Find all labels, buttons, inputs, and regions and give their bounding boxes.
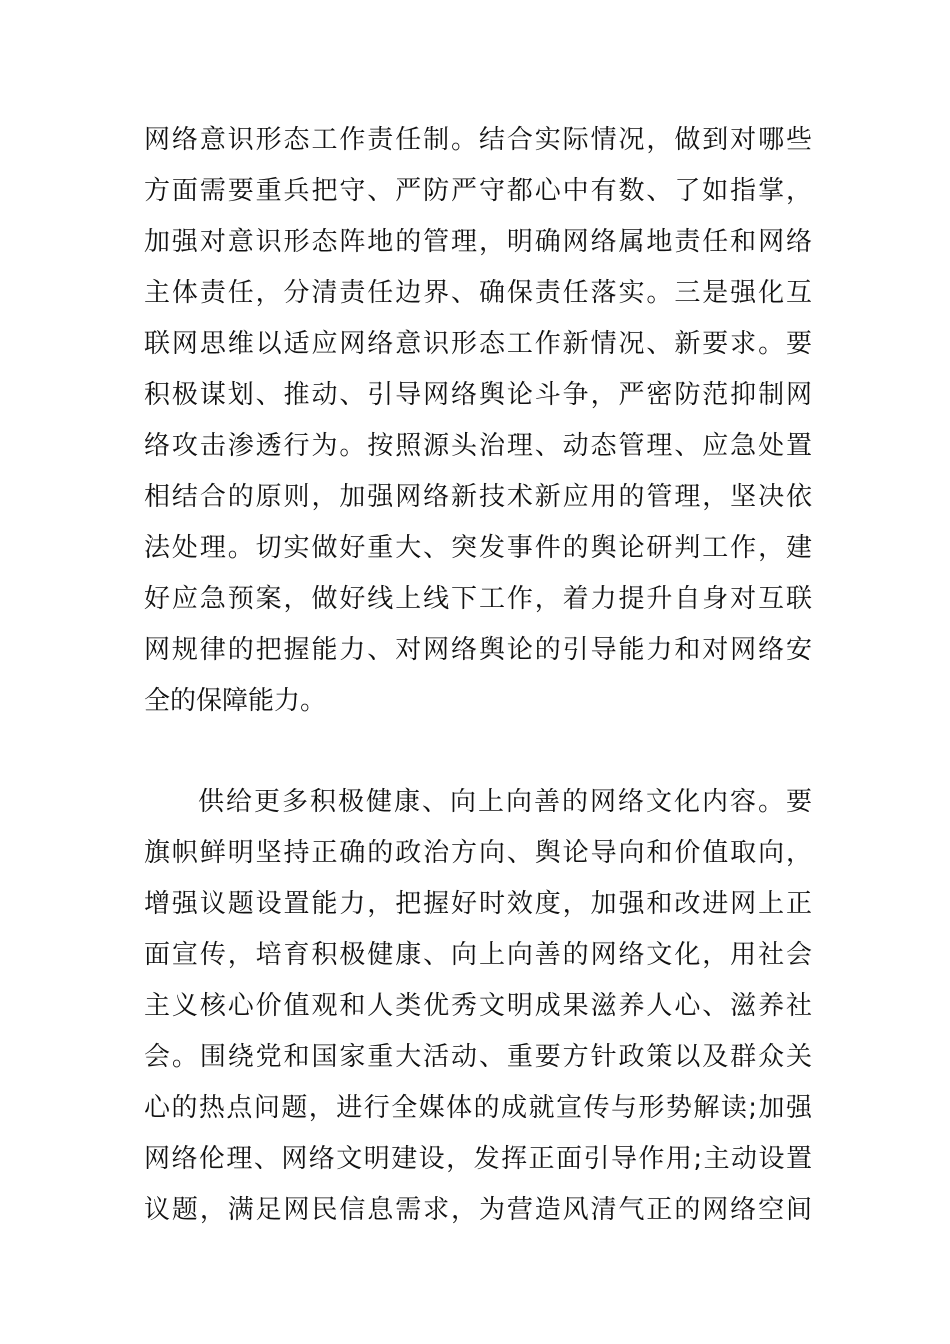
paragraph-line: 面宣传，培育积极健康、向上向善的网络文化，用社会: [144, 940, 812, 970]
paragraph-line: 全的保障能力。: [144, 686, 327, 716]
paragraph-line: 网规律的把握能力、对网络舆论的引导能力和对网络安: [144, 635, 812, 665]
paragraph-line: 联网思维以适应网络意识形态工作新情况、新要求。要: [144, 329, 812, 359]
paragraph-line: 方面需要重兵把守、严防严守都心中有数、了如指掌，: [144, 176, 812, 206]
paragraph-line: 法处理。切实做好重大、突发事件的舆论研判工作，建: [144, 533, 812, 563]
paragraph-line: 主义核心价值观和人类优秀文明成果滋养人心、滋养社: [144, 991, 812, 1021]
paragraph-line: 好应急预案，做好线上线下工作，着力提升自身对互联: [144, 584, 812, 614]
paragraph-line: 网络意识形态工作责任制。结合实际情况，做到对哪些: [144, 125, 812, 155]
paragraph-line: 积极谋划、推动、引导网络舆论斗争，严密防范抑制网: [144, 380, 812, 410]
paragraph-line: 网络伦理、网络文明建设，发挥正面引导作用;主动设置: [144, 1144, 812, 1174]
paragraph-line: 供给更多积极健康、向上向善的网络文化内容。要: [198, 787, 812, 817]
paragraph-line: 旗帜鲜明坚持正确的政治方向、舆论导向和价值取向，: [144, 838, 812, 868]
paragraph-line: 主体责任，分清责任边界、确保责任落实。三是强化互: [144, 278, 812, 308]
paragraph-line: 加强对意识形态阵地的管理，明确网络属地责任和网络: [144, 227, 812, 257]
paragraph-line: 相结合的原则，加强网络新技术新应用的管理，坚决依: [144, 482, 812, 512]
paragraph-line: 心的热点问题，进行全媒体的成就宣传与形势解读;加强: [144, 1093, 812, 1123]
paragraph-line: 络攻击渗透行为。按照源头治理、动态管理、应急处置: [144, 431, 812, 461]
paragraph-line: 议题，满足网民信息需求，为营造风清气正的网络空间: [144, 1195, 812, 1225]
paragraph-line: 增强议题设置能力，把握好时效度，加强和改进网上正: [144, 889, 812, 919]
paragraph-line: 会。围绕党和国家重大活动、重要方针政策以及群众关: [144, 1042, 812, 1072]
